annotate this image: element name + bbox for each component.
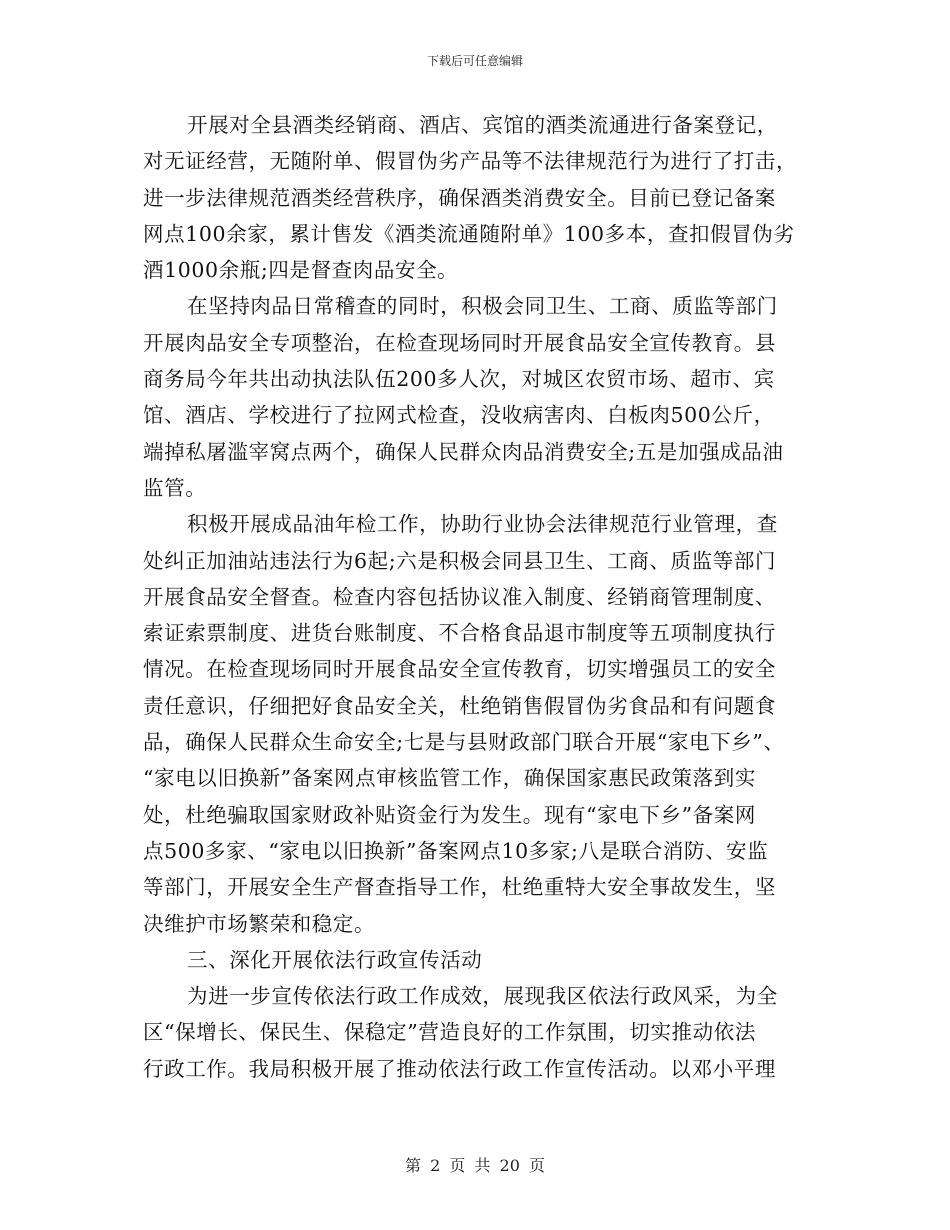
- page-footer: 第 2 页 共 20 页: [405, 1156, 545, 1175]
- text-line: 处纠正加油站违法行为6起;六是积极会同县卫生、工商、质监等部门: [143, 548, 777, 573]
- text-line: 积极开展成品油年检工作，协助行业协会法律规范行业管理，查: [187, 512, 778, 537]
- text-line: 等部门，开展安全生产督查指导工作，杜绝重特大安全事故发生，坚: [143, 875, 776, 900]
- text-line: 决维护市场繁荣和稳定。: [143, 911, 376, 936]
- text-line: 进一步法律规范酒类经营秩序，确保酒类消费安全。目前已登记备案: [143, 185, 776, 210]
- text-line: 行政工作。我局积极开展了推动依法行政工作宣传活动。以邓小平理: [143, 1056, 776, 1081]
- document-body: [143, 107, 823, 1087]
- text-line: 为进一步宣传依法行政工作成效，展现我区依法行政风采，为全: [187, 984, 778, 1009]
- text-line: 商务局今年共出动执法队伍200多人次，对城区农贸市场、超市、宾: [143, 367, 775, 392]
- page-header: 下载后可任意编辑: [426, 54, 523, 68]
- text-line: 点500多家、“家电以旧换新”备案网点10多家;八是联合消防、安监: [143, 838, 769, 863]
- section-heading: 三、深化开展依法行政宣传活动: [187, 947, 483, 972]
- text-line: 责任意识，仔细把好食品安全关，杜绝销售假冒伪劣食品和有问题食: [143, 693, 776, 718]
- text-line: 馆、酒店、学校进行了拉网式检查，没收病害肉、白板肉500公斤，: [143, 403, 775, 428]
- text-line: “家电以旧换新”备案网点审核监管工作，确保国家惠民政策落到实: [143, 766, 756, 791]
- text-line: 端掉私屠滥宰窝点两个，确保人民群众肉品消费安全;五是加强成品油: [143, 439, 784, 464]
- text-line: 开展肉品安全专项整治，在检查现场同时开展食品安全宣传教育。县: [143, 330, 776, 355]
- text-line: 区“保增长、保民生、保稳定”营造良好的工作氛围，切实推动依法: [143, 1020, 756, 1045]
- text-line: 对无证经营，无随附单、假冒伪劣产品等不法律规范行为进行了打击，: [143, 149, 798, 174]
- text-line: 监管。: [143, 475, 207, 500]
- text-line: 索证索票制度、进货台账制度、不合格食品退市制度等五项制度执行: [143, 621, 776, 646]
- text-line: 在坚持肉品日常稽查的同时，积极会同卫生、工商、质监等部门: [187, 294, 778, 319]
- text-line: 品，确保人民群众生命安全;七是与县财政部门联合开展“家电下乡”、: [143, 730, 785, 755]
- text-line: 酒1000余瓶;四是督查肉品安全。: [143, 258, 459, 283]
- text-line: 处，杜绝骗取国家财政补贴资金行为发生。现有“家电下乡”备案网: [143, 802, 756, 827]
- text-line: 开展食品安全督查。检查内容包括协议准入制度、经销商管理制度、: [143, 584, 776, 609]
- text-line: 开展对全县酒类经销商、酒店、宾馆的酒类流通进行备案登记，: [187, 113, 778, 137]
- text-line: 网点100余家，累计售发《酒类流通随附单》100多本，查扣假冒伪劣: [143, 221, 795, 246]
- text-line: 情况。在检查现场同时开展食品安全宣传教育，切实增强员工的安全: [143, 657, 776, 682]
